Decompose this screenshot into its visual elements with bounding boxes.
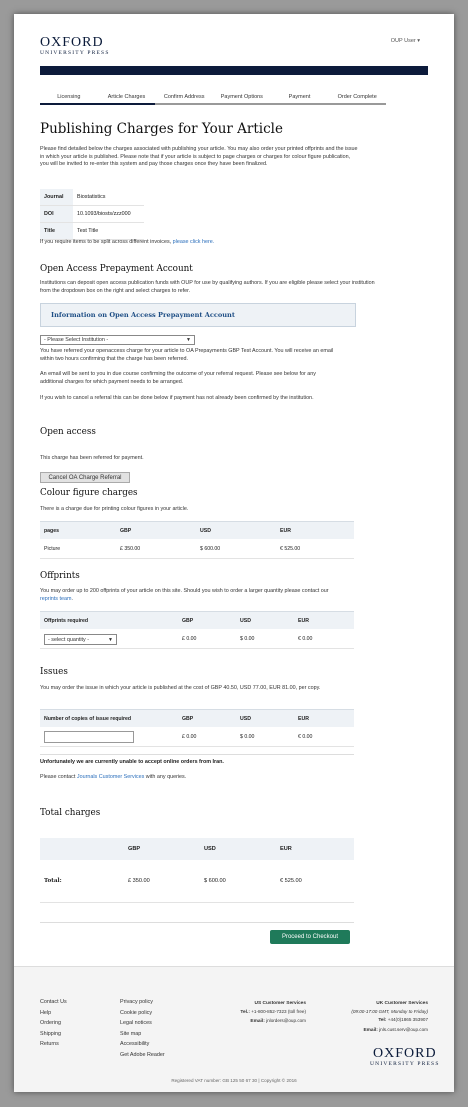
total-label: Total: xyxy=(40,860,124,903)
institution-select-value: - Please Select Institution - xyxy=(44,337,109,343)
us-email[interactable]: jnlorders@oup.com xyxy=(266,1018,306,1024)
title-label: Title xyxy=(40,223,73,240)
colour-col-pages: pages xyxy=(40,522,116,540)
step-payment-options[interactable]: Payment Options xyxy=(213,94,271,105)
step-payment[interactable]: Payment xyxy=(271,94,329,105)
us-tel-label: Tel.: xyxy=(240,1010,250,1016)
colour-cell-gbp: £ 350.00 xyxy=(116,539,196,559)
footer-links-col1 xyxy=(40,997,67,1050)
table-row xyxy=(40,860,354,903)
journals-customer-services-link[interactable]: Journals Customer Services xyxy=(76,774,145,780)
uk-email[interactable]: jnls.cust.serv@oup.com xyxy=(379,1026,428,1032)
colour-cell-pages: Picture xyxy=(40,539,116,559)
us-email-label: Email: xyxy=(250,1019,265,1025)
reprints-team-link[interactable]: reprints team xyxy=(40,595,72,602)
uk-email-label: Email: xyxy=(363,1027,378,1033)
footer-logo-sub: UNIVERSITY PRESS xyxy=(370,1061,440,1067)
divider xyxy=(40,922,354,923)
offprints-cell-usd: $ 0.00 xyxy=(236,629,294,649)
logo-main-text: OXFORD xyxy=(40,35,104,50)
total-cell-gbp: £ 350.00 xyxy=(124,860,200,903)
issues-col-eur: EUR xyxy=(294,710,354,728)
footer-links-col2 xyxy=(120,997,165,1060)
us-customer-services xyxy=(214,999,306,1027)
offprints-col-eur: EUR xyxy=(294,612,354,630)
user-menu[interactable]: OUP User ▾ xyxy=(390,38,420,44)
step-article-charges[interactable]: Article Charges xyxy=(98,94,156,105)
offprints-cell-gbp: £ 0.00 xyxy=(178,629,236,649)
offprints-select-value: - select quantity - xyxy=(48,637,90,643)
table-header-row xyxy=(40,838,354,860)
offprints-col-usd: USD xyxy=(236,612,294,630)
offprints-quantity-select[interactable] xyxy=(44,634,117,645)
offprints-cell-eur: € 0.00 xyxy=(294,629,354,649)
issues-heading: Issues xyxy=(40,667,68,677)
step-order-complete[interactable]: Order Complete xyxy=(328,94,386,105)
issues-cell-eur: € 0.00 xyxy=(294,727,354,747)
institution-select[interactable] xyxy=(40,335,195,345)
footer-link-privacy[interactable]: Privacy policy xyxy=(120,999,153,1005)
doi-value: 10.1093/biosts/zzz000 xyxy=(73,206,144,223)
issues-col-usd: USD xyxy=(236,710,294,728)
colour-col-usd: USD xyxy=(196,522,276,540)
us-title: US Customer Services xyxy=(254,1001,306,1006)
offprints-heading: Offprints xyxy=(40,571,80,581)
footer-link-help[interactable]: Help xyxy=(40,1009,52,1016)
footer-link-legal[interactable]: Legal notices xyxy=(120,1020,152,1026)
open-access-status: This charge has been referred for payment. xyxy=(40,455,144,461)
oa-cancel-text: If you wish to cancel a referral this can be done below if payment has not already been confirmed by the institution. xyxy=(40,395,314,401)
site-footer xyxy=(14,966,454,1092)
divider xyxy=(40,754,354,755)
journal-value: Biostatistics xyxy=(73,189,144,206)
oa-prepay-text: Institutions can deposit open access publication funds with OUP for use by qualifying authors. If you are eligible please select your institution from the dropdown box on the right and select charges to refer. xyxy=(40,280,375,294)
total-col-label xyxy=(40,838,124,860)
footer-link-shipping[interactable]: Shipping xyxy=(40,1030,61,1037)
issues-col-copies: Number of copies of issue required xyxy=(40,710,178,728)
step-confirm-address[interactable]: Confirm Address xyxy=(155,94,213,105)
uk-customer-services xyxy=(326,999,428,1035)
oa-prepay-heading: Open Access Prepayment Account xyxy=(40,264,193,274)
colour-text: There is a charge due for printing colour figures in your article. xyxy=(40,506,189,512)
oa-info-title: Information on Open Access Prepayment Account xyxy=(51,311,235,319)
total-heading: Total charges xyxy=(40,808,101,818)
uk-tel[interactable]: +44(0)1865 353907 xyxy=(387,1017,428,1023)
total-cell-eur: € 525.00 xyxy=(276,860,354,903)
cancel-oa-referral-button[interactable]: Cancel OA Charge Referral xyxy=(40,472,130,483)
total-table xyxy=(40,838,354,903)
oa-referred-text: You have referred your openaccess charge for your article to OA Prepayments GBP Test Account. You will receive an email within two hours confirming that the charge has been referred. xyxy=(40,348,334,362)
total-cell-usd: $ 600.00 xyxy=(200,860,276,903)
chevron-down-icon: ▼ xyxy=(186,337,191,343)
contact-suffix: with any queries. xyxy=(145,774,187,780)
navy-banner xyxy=(40,66,428,75)
table-header-row xyxy=(40,710,354,728)
footer-link-returns[interactable]: Returns xyxy=(40,1041,59,1047)
colour-cell-usd: $ 600.00 xyxy=(196,539,276,559)
offprints-col-required: Offprints required xyxy=(40,612,178,630)
offprints-text-body: You may order up to 200 offprints of your article on this site. Should you wish to order a larger quantity please contact our xyxy=(40,588,329,594)
colour-col-eur: EUR xyxy=(276,522,354,540)
footer-link-accessibility[interactable]: Accessibility xyxy=(120,1041,150,1047)
uk-tel-label: Tel: xyxy=(378,1018,387,1024)
issue-copies-input[interactable] xyxy=(44,731,134,743)
issues-col-gbp: GBP xyxy=(178,710,236,728)
issues-contact-text xyxy=(40,774,360,782)
chevron-down-icon: ▼ xyxy=(108,637,113,643)
progress-steps xyxy=(40,94,386,105)
contact-text: Please contact xyxy=(40,774,76,780)
oa-info-box[interactable] xyxy=(40,303,356,327)
page-frame xyxy=(14,14,454,1092)
footer-link-cookie[interactable]: Cookie policy xyxy=(120,1009,153,1016)
colour-table xyxy=(40,521,354,559)
iran-notice: Unfortunately we are currently unable to accept online orders from Iran. xyxy=(40,759,224,765)
footer-logo-main: OXFORD xyxy=(373,1046,437,1061)
colour-heading: Colour figure charges xyxy=(40,488,138,498)
split-invoice-text xyxy=(40,239,360,247)
vat-copyright: Registered VAT number: GB 125 50 67 30 | Copyright © 2016 xyxy=(171,1078,297,1083)
proceed-to-checkout-button[interactable]: Proceed to Checkout xyxy=(270,930,350,944)
offprints-text: You may order up to 200 offprints of your article on this site. Should you wish to order a larger quantity please contact our reprints team. xyxy=(40,588,329,602)
uk-hours: (09:00-17:00 GMT, Monday to Friday) xyxy=(351,1009,428,1015)
table-header-row xyxy=(40,612,354,630)
footer-oup-logo[interactable] xyxy=(370,1047,440,1067)
uk-title: UK Customer Services xyxy=(376,1001,428,1006)
issues-text: You may order the issue in which your article is published at the cost of GBP 40.50, USD 77.00, EUR 81.00, per copy. xyxy=(40,685,321,691)
issues-cell-usd: $ 0.00 xyxy=(236,727,294,747)
journal-label: Journal xyxy=(40,189,73,206)
footer-link-adobe[interactable]: Get Adobe Reader xyxy=(120,1051,165,1058)
total-col-eur: EUR xyxy=(276,838,354,860)
footer-link-sitemap[interactable]: Site map xyxy=(120,1030,142,1037)
intro-text: Please find detailed below the charges associated with publishing your article. You may also order your printed offprints and the issue in which your article is published. Please note that if your article is subject to page charges or charges for colour figure publication, you will be invited to re-enter this system and pay those charges once they have been finalized. xyxy=(40,146,358,168)
colour-col-gbp: GBP xyxy=(116,522,196,540)
offprints-col-gbp: GBP xyxy=(178,612,236,630)
doi-label: DOI xyxy=(40,206,73,223)
article-info-table xyxy=(40,189,144,240)
step-licensing[interactable]: Licensing xyxy=(40,94,98,105)
table-row xyxy=(40,539,354,559)
page-title: Publishing Charges for Your Article xyxy=(40,121,283,137)
issues-cell-gbp: £ 0.00 xyxy=(178,727,236,747)
table-row xyxy=(40,206,144,223)
split-invoice-link[interactable]: please click here. xyxy=(172,239,215,245)
oa-email-text: An email will be sent to you in due course confirming the outcome of your referral request. Please see below for any additional charges for which payment needs to be arranged. xyxy=(40,371,316,385)
table-row xyxy=(40,223,144,240)
total-col-usd: USD xyxy=(200,838,276,860)
open-access-heading: Open access xyxy=(40,427,96,437)
colour-cell-eur: € 525.00 xyxy=(276,539,354,559)
table-header-row xyxy=(40,522,354,540)
title-value: Test Title xyxy=(73,223,144,240)
total-col-gbp: GBP xyxy=(124,838,200,860)
footer-link-contact[interactable]: Contact Us xyxy=(40,999,67,1005)
logo-sub-text: UNIVERSITY PRESS xyxy=(40,50,110,56)
table-row xyxy=(40,189,144,206)
us-tel[interactable]: +1-800-852-7323 (toll free) xyxy=(251,1009,306,1015)
footer-link-ordering[interactable]: Ordering xyxy=(40,1020,61,1026)
oup-logo[interactable] xyxy=(40,36,110,56)
split-text: If you require items to be split across different invoices, xyxy=(40,239,172,245)
